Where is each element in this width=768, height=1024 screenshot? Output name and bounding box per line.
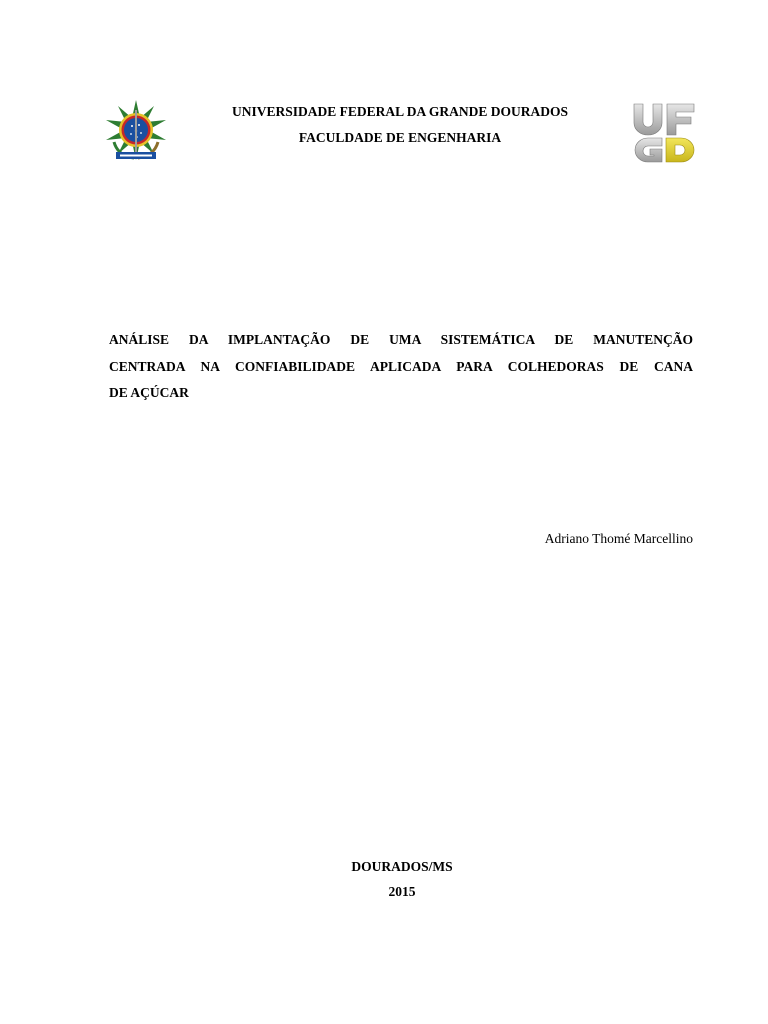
ufgd-logo-icon xyxy=(632,102,698,164)
brazil-coat-of-arms-icon xyxy=(104,98,168,164)
faculty-name: FACULDADE DE ENGENHARIA xyxy=(298,130,502,145)
title-line-1: ANÁLISE DA IMPLANTAÇÃO DE UMA SISTEMÁTICA DE MANUTENÇÃO xyxy=(109,332,693,347)
title-line-3: DE AÇÚCAR xyxy=(109,385,189,400)
title-line-2: CENTRADA NA CONFIABILIDADE APLICADA PARA COLHEDORAS DE CANA xyxy=(109,358,693,374)
university-name: UNIVERSIDADE FEDERAL DA GRANDE DOURADOS xyxy=(231,104,569,119)
author-name: Adriano Thomé Marcellino xyxy=(544,531,693,546)
year-label: 2015 xyxy=(388,884,416,899)
thesis-title xyxy=(109,327,693,407)
city-label: DOURADOS/MS xyxy=(351,859,453,874)
